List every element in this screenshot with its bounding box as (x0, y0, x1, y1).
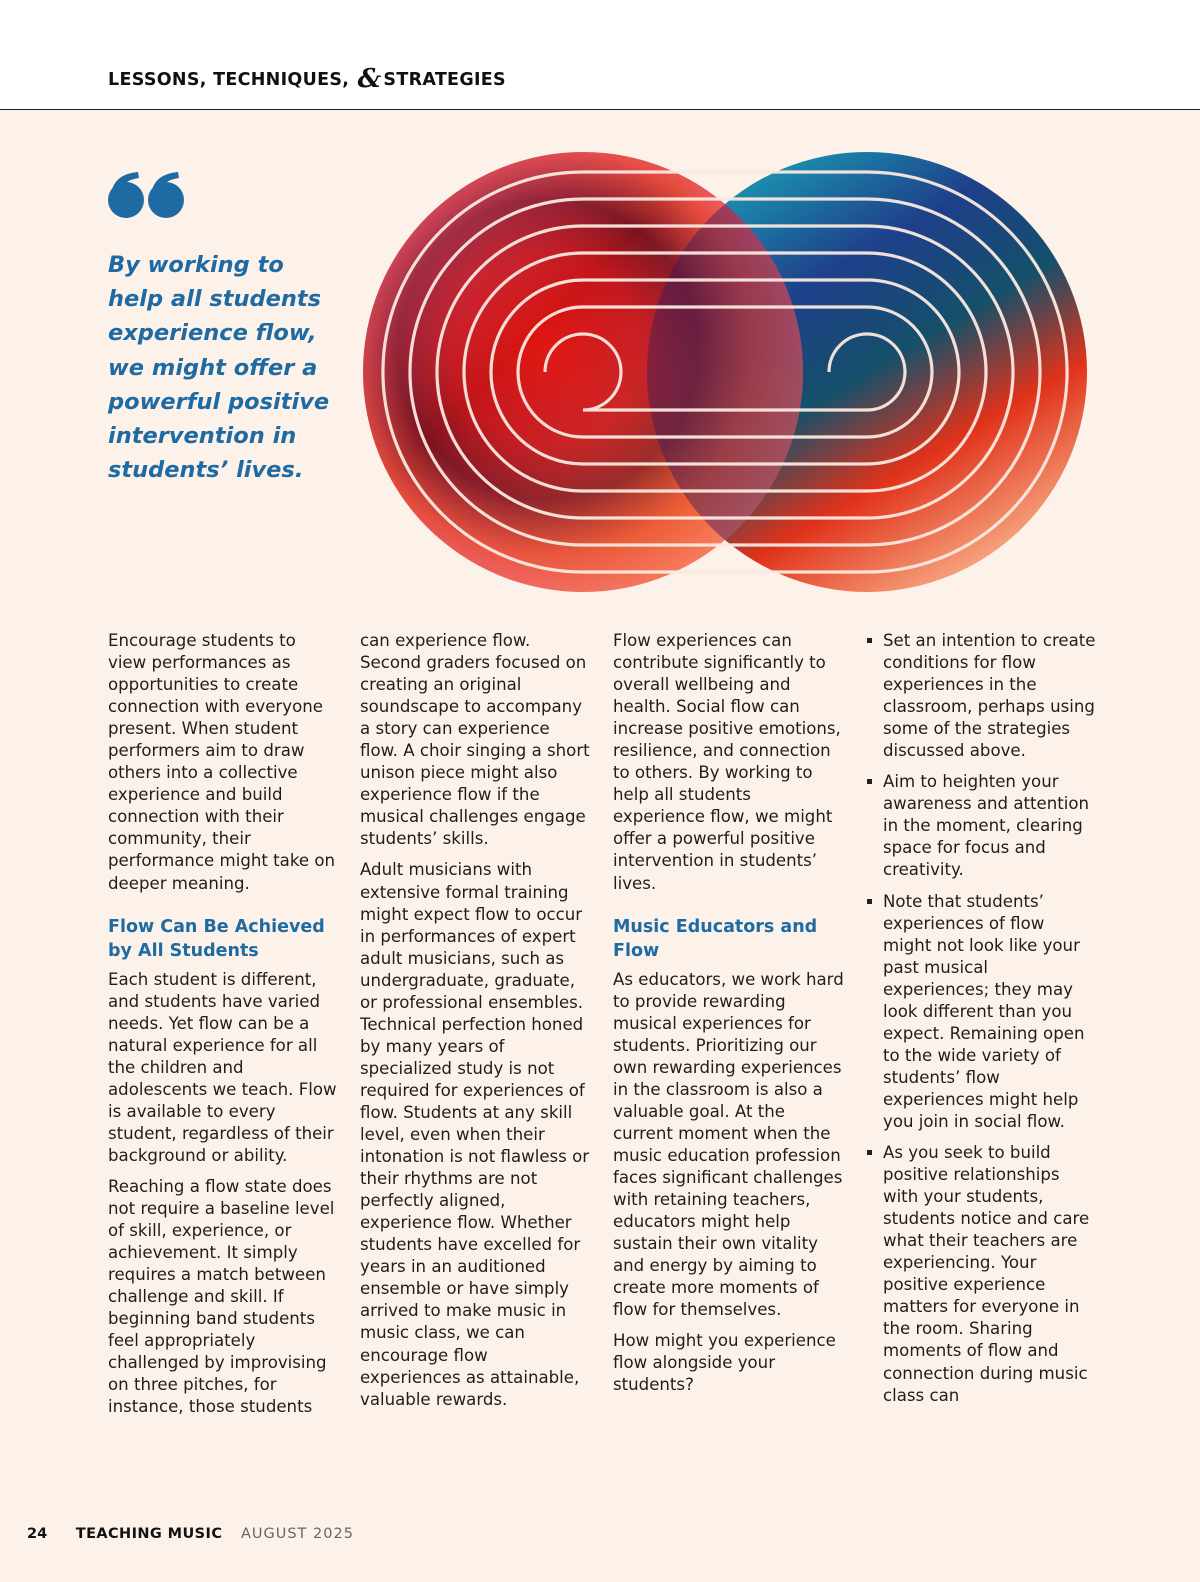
paragraph: can experience flow. Second graders focused on creating an original soundscape to accompany a story can experience flow. A choir singing a short unison piece might also experience flow if the musical challenges engage students’ skills. (360, 631, 590, 849)
list-item (865, 891, 1097, 1134)
article-column-4 (865, 630, 1097, 1416)
paragraph: Adult musicians with extensive formal training might expect flow to occur in performances of expert adult musicians, such as undergraduate, graduate, or professional ensembles. Technical perfection honed by many years of specialized study is not required for experiences of flow. Students at any skill level, even when their intonation is not flawless or their rhythms are not perfectly aligned, experience flow. Whether students have excelled for years in an auditioned ensemble or have simply arrived to make music in music class, we can encourage flow experiences as attainable, valuable rewards. (360, 860, 590, 1409)
bullet-icon (867, 899, 872, 904)
list-item-text: Set an intention to create conditions for flow experiences in the classroom, perhaps using some of the strategies discussed above. (883, 631, 1096, 761)
list-item (865, 1142, 1097, 1407)
list-item (865, 771, 1097, 881)
quotation-mark-icon (108, 168, 188, 220)
paragraph: How might you experience flow alongside your students? (613, 1331, 836, 1395)
list-item-text: Note that students’ experiences of flow might not look like your past musical experiences; they may look different than you expect. Remaining open to the wide variety of students’ flow experiences might help you join in social flow. (883, 891, 1085, 1131)
paragraph: Flow experiences can contribute significantly to overall wellbeing and health. Social flow can increase positive emotions, resilience, and connection to others. By working to help all students experience flow, we might offer a powerful positive intervention in students’ lives. (613, 631, 841, 893)
section-header-part1: LESSONS, TECHNIQUES, (108, 70, 350, 90)
section-header-part2: STRATEGIES (383, 70, 506, 90)
issue-date: AUGUST 2025 (240, 1526, 354, 1542)
paragraph: Reaching a flow state does not require a baseline level of skill, experience, or achievement. It simply requires a match between challenge and skill. If beginning band students feel appropriately challenged by improvising on three pitches, for instance, those students (108, 1176, 335, 1417)
paragraph: Encourage students to view performances as opportunities to create connection with everyone present. When student performers aim to draw others into a collective experience and build connection with their community, their performance might take on deeper meaning. (108, 631, 335, 893)
magazine-name: TEACHING MUSIC (75, 1526, 223, 1542)
article-column-2 (360, 630, 592, 1420)
section-header-ampersand: & (357, 64, 382, 94)
article-column-3 (613, 630, 845, 1405)
list-item (865, 630, 1097, 762)
article-column-1 (108, 630, 338, 1428)
page-footer (27, 1526, 354, 1542)
infinity-illustration (335, 125, 1115, 620)
section-heading-flow-achieved: Flow Can Be Achieved by All Students (108, 916, 325, 961)
strategy-bullet-list (865, 630, 1097, 1407)
paragraph: As educators, we work hard to provide rewarding musical experiences for students. Prioritizing our own rewarding experiences in the classroom is also a valuable goal. At the current moment when the music education profession faces significant challenges with retaining teachers, educators might help sustain their own vitality and energy by aiming to create more moments of flow for themselves. (613, 969, 844, 1320)
page-number: 24 (27, 1526, 48, 1542)
section-header (108, 64, 506, 94)
bullet-icon (867, 638, 872, 643)
bullet-icon (867, 779, 872, 784)
section-heading-music-educators: Music Educators and Flow (613, 916, 818, 961)
bullet-icon (867, 1150, 872, 1155)
list-item-text: As you seek to build positive relationships with your students, students notice and care what their teachers are experiencing. Your positive experience matters for everyone in the room. Sharing moments of flow and connection during music class can (883, 1143, 1090, 1405)
pull-quote: By working to help all students experience flow, we might offer a powerful positive intervention in students’ lives. (108, 252, 330, 484)
list-item-text: Aim to heighten your awareness and attention in the moment, clearing space for focus and creativity. (883, 772, 1090, 880)
paragraph: Each student is different, and students have varied needs. Yet flow can be a natural experience for all the children and adolescents we teach. Flow is available to every student, regardless of their background or ability. (108, 969, 337, 1165)
